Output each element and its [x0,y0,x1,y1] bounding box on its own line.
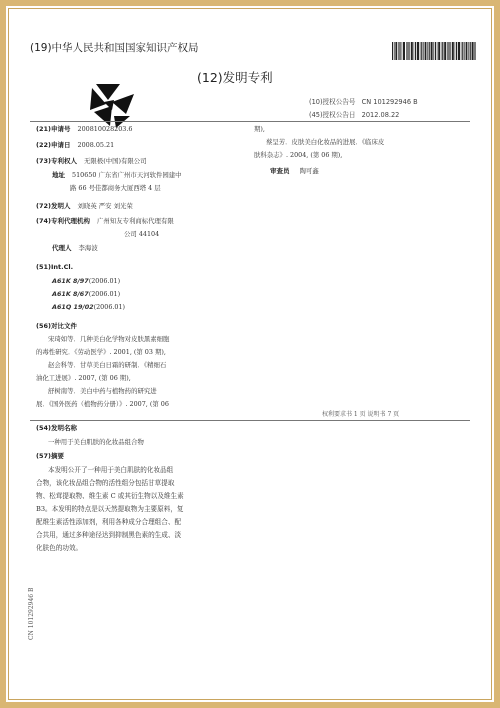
reference-line-right: 蔡呈芳．皮肤美白化妆品的进展．《临床皮 [266,138,385,146]
abstract-line: 配维生素活性添加剂，利用各种成分合理组合、配 [36,518,182,526]
patent-agency: (74)专利代理机构 广州知友专利商标代理有限 [36,217,174,225]
publication-number-value: CN 101292946 B [361,98,418,106]
reference-line: 展．《国外医药（植物药分册）》. 2007, (第 06 [36,400,169,408]
abstract-line: B3。本发明的特点是以天然提取物为主要原料，复 [36,505,184,513]
agent: 代理人 李海波 [52,244,98,252]
int-cl-heading: (51)Int.Cl. [36,263,74,271]
inventors: (72)发明人 刘晓英 严安 刘光荣 [36,202,133,210]
patent-agency-line-2: 公司 44104 [124,230,160,238]
invention-title: 一种用于美白肌肤的化妆品组合物 [48,438,144,446]
abstract-line: 化肤色的功效。 [36,544,83,552]
reference-line: 宋琦如等．几种美白化学物对皮肤黑素细胞 [48,335,170,343]
publication-number-label: (10)授权公告号 [309,98,356,106]
ipc-class-1: A61K 8/97(2006.01) [52,277,121,285]
reference-line: 油化工进展》. 2007, (第 06 期), [36,374,131,382]
publication-date-value: 2012.08.22 [361,111,400,119]
patentee: (73)专利权人 无限极(中国)有限公司 [36,157,147,165]
invention-title-heading: (54)发明名称 [36,424,77,432]
address: 地址 510650 广东省广州市天河软件园建中 [52,171,182,179]
patent-page [22,20,478,688]
examiner: 审查员 陶可鑫 [270,167,319,175]
publication-date [309,109,399,119]
reference-line: 的毒性研究．《劳动医学》. 2001, (第 03 期), [36,348,166,356]
ipc-class-2: A61K 8/67(2006.01) [52,290,121,298]
pages-note: 权利要求书 1 页 说明书 7 页 [322,411,400,418]
reference-line-right: 肤科杂志》. 2004, (第 06 期), [254,151,343,159]
reference-line: 舒树南等．美白中药与植物药的研究进 [48,387,157,395]
abstract-line: 合物，该化妆品组合物的活性组分包括甘草提取 [36,479,175,487]
application-number: (21)申请号 200810028203.6 [36,125,133,133]
header-divider [30,121,470,122]
reference-line-right: 期), [254,125,265,133]
abstract-heading: (57)摘要 [36,452,64,460]
reference-line: 赵会科等．甘草美白日霜的研制．《精细石 [48,361,167,369]
application-date: (22)申请日 2008.05.21 [36,141,115,149]
ipc-class-3: A61Q 19/02(2006.01) [52,303,126,311]
section-divider [30,420,470,421]
publication-number [309,96,418,106]
barcode-image [392,42,476,60]
side-publication-number: CN 101292946 B [28,587,35,640]
address-line-2: 路 66 号佳都商务大厦西塔 4 层 [70,184,161,192]
abstract-line: 物、松茸提取物、维生素 C 或其衍生物以及维生素 [36,492,184,500]
references-heading: (56)对比文件 [36,322,77,330]
abstract-line: 合共用，通过多种途径达到抑制黑色素的生成、淡 [36,531,182,539]
document-type-title: (12)发明专利 [197,70,273,85]
abstract-line: 本发明公开了一种用于美白肌肤的化妆品组 [48,466,174,474]
publication-date-label: (45)授权公告日 [309,111,356,119]
sipo-logo-image [86,80,138,130]
office-name: (19)中华人民共和国国家知识产权局 [30,42,199,54]
